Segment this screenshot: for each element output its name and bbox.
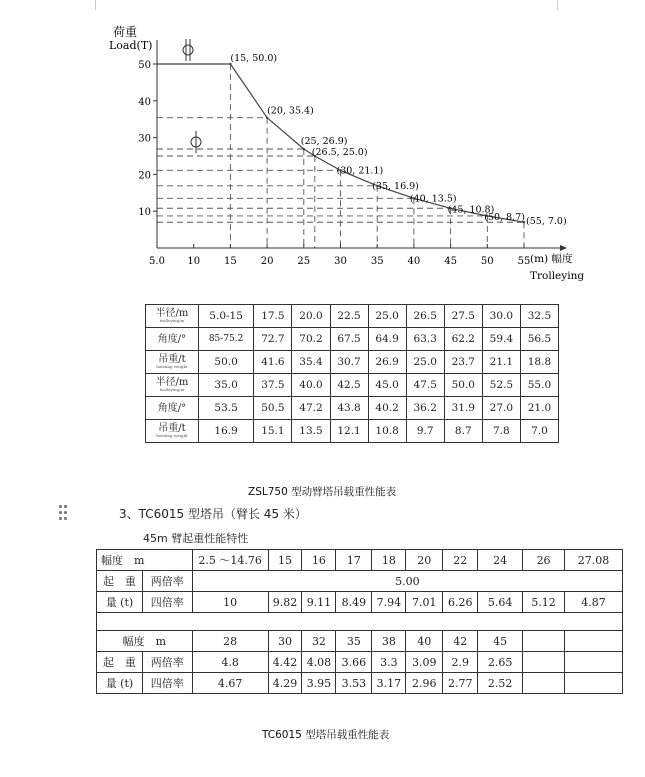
- x-tick-label: 10: [187, 256, 201, 267]
- quad-cell: 3.53: [336, 673, 372, 694]
- x-tick-label: 15: [224, 256, 237, 267]
- table-cell: 35.0: [198, 374, 253, 397]
- section-subheading: 45m 臂起重性能特性: [143, 532, 249, 545]
- table-cell: 45.0: [368, 374, 406, 397]
- table-row: [146, 374, 559, 397]
- point-label: (20, 35.4): [267, 105, 314, 117]
- table-cell: 15.1: [254, 420, 292, 443]
- quad-rate-label: 四倍率: [142, 592, 192, 613]
- table-cell: 32.5: [520, 305, 558, 328]
- x-tick-label: 20: [260, 256, 274, 267]
- quad-cell: 3.95: [302, 673, 336, 694]
- table-cell: 40.2: [368, 397, 406, 420]
- x-tick-label: 30: [334, 256, 347, 267]
- zsl750-load-table: [145, 304, 559, 443]
- zsl750-table-caption: ZSL750 型动臂塔吊载重性能表: [248, 486, 397, 498]
- double-cell: 2.65: [478, 652, 523, 673]
- row-header-label: 半径/m: [155, 377, 189, 388]
- double-rate-row-2: [97, 652, 623, 673]
- table-cell: 5.0-15: [198, 305, 253, 328]
- double-cell: 4.42: [268, 652, 302, 673]
- point-label: (26.5, 25.0): [311, 147, 368, 158]
- table-cell: 13.5: [292, 420, 330, 443]
- range-cell: 16: [302, 550, 336, 571]
- x-tick-label: 25: [297, 256, 311, 267]
- range-cell: 45: [478, 631, 523, 652]
- table-cell: 64.9: [368, 328, 406, 351]
- quad-cell: 6.26: [443, 592, 478, 613]
- quad-cell: 9.82: [268, 592, 302, 613]
- table-cell: 17.5: [254, 305, 292, 328]
- table-cell: 47.2: [292, 397, 330, 420]
- table-cell: 50.5: [254, 397, 292, 420]
- quad-cell: 5.12: [523, 592, 565, 613]
- range-cell: 20: [406, 550, 443, 571]
- table-cell: 23.7: [444, 351, 482, 374]
- range-cell: 26: [523, 550, 565, 571]
- y-tick-label: 50: [138, 60, 151, 71]
- quad-rate-row-2: [97, 673, 623, 694]
- table-row: [146, 328, 559, 351]
- row-header: [146, 374, 199, 397]
- table-cell: 53.5: [198, 397, 253, 420]
- quad-cell: 10: [192, 592, 268, 613]
- row-header-label: 角度/°: [157, 333, 187, 345]
- table-cell: 52.5: [482, 374, 520, 397]
- lift-label-bottom: 量 (t): [97, 673, 143, 694]
- range-cell: 42: [443, 631, 478, 652]
- table-cell: 41.6: [254, 351, 292, 374]
- row-header-label: 吊重/t: [158, 354, 186, 365]
- table-cell: 16.9: [198, 420, 253, 443]
- double-cell: 3.66: [336, 652, 372, 673]
- table-cell: 36.2: [406, 397, 444, 420]
- range-cell: 18: [372, 550, 406, 571]
- table-cell: 62.2: [444, 328, 482, 351]
- row-header-sublabel: hoisting weight: [156, 433, 188, 438]
- empty-cell: [565, 673, 623, 694]
- point-label: (25, 26.9): [300, 136, 348, 148]
- single-hook-icon: [191, 131, 201, 153]
- tc6015-table-caption: TC6015 型塔吊载重性能表: [262, 729, 390, 741]
- range-label: 幅度 m: [97, 550, 193, 571]
- range-cell: 38: [372, 631, 406, 652]
- row-header-sublabel: trolleying/m: [159, 387, 185, 392]
- quad-cell: 3.17: [372, 673, 406, 694]
- table-cell: 40.0: [292, 374, 330, 397]
- table-cell: 85-75.2: [198, 328, 253, 351]
- empty-cell: [565, 631, 623, 652]
- x-axis-label-en: Trolleying: [530, 270, 585, 282]
- y-tick-label: 20: [138, 170, 151, 182]
- quad-rate-label: 四倍率: [142, 673, 192, 694]
- table-cell: 59.4: [482, 328, 520, 351]
- range-cell: 17: [336, 550, 372, 571]
- double-hook-icon: [183, 39, 193, 61]
- quad-cell: 2.77: [443, 673, 478, 694]
- table-cell: 30.0: [482, 305, 520, 328]
- range-cell: 24: [478, 550, 523, 571]
- quad-cell: 9.11: [302, 592, 336, 613]
- empty-cell: [523, 631, 565, 652]
- lift-label-top: 起 重: [97, 571, 143, 592]
- table-cell: 9.7: [406, 420, 444, 443]
- range-cell: 40: [406, 631, 443, 652]
- double-cell: 4.8: [192, 652, 268, 673]
- x-tick-label: 5.0: [149, 256, 165, 267]
- double-cell: 4.08: [302, 652, 336, 673]
- curve-point: [266, 117, 268, 119]
- table-cell: 27.5: [444, 305, 482, 328]
- point-label: (15, 50.0): [230, 53, 278, 64]
- quad-cell: 8.49: [336, 592, 372, 613]
- point-label: (35, 16.9): [372, 180, 419, 192]
- row-header-sublabel: hoisting weight: [156, 364, 188, 369]
- table-row: [146, 351, 559, 374]
- table-row: [146, 397, 559, 420]
- table-cell: 7.8: [482, 420, 520, 443]
- range-label-2: 幅度 m: [97, 631, 193, 652]
- quad-cell: 7.94: [372, 592, 406, 613]
- range-cell: 28: [192, 631, 268, 652]
- curve-point: [303, 148, 305, 150]
- y-tick-label: 30: [138, 133, 151, 145]
- range-row-2: [97, 631, 623, 652]
- table-cell: 35.4: [292, 351, 330, 374]
- empty-cell: [523, 673, 565, 694]
- x-tick-label: 45: [444, 256, 457, 267]
- table-cell: 63.3: [406, 328, 444, 351]
- point-label: (40, 13.5): [409, 193, 457, 205]
- row-header-label: 半径/m: [155, 308, 189, 319]
- table-cell: 8.7: [444, 420, 482, 443]
- quad-cell: 7.01: [406, 592, 443, 613]
- table-cell: 30.7: [330, 351, 368, 374]
- quad-cell: 4.87: [565, 592, 623, 613]
- table-cell: 22.5: [330, 305, 368, 328]
- lift-label-bottom: 量 (t): [97, 592, 143, 613]
- table-cell: 70.2: [292, 328, 330, 351]
- table-cell: 55.0: [520, 374, 558, 397]
- table-cell: 10.8: [368, 420, 406, 443]
- table-cell: 18.8: [520, 351, 558, 374]
- x-axis-label-cn: (m) 幅度: [530, 253, 573, 265]
- double-cell: 2.9: [443, 652, 478, 673]
- table-cell: 27.0: [482, 397, 520, 420]
- table-cell: 26.5: [406, 305, 444, 328]
- quad-cell: 4.67: [192, 673, 268, 694]
- table-cell: 37.5: [254, 374, 292, 397]
- point-label: (50, 8.7): [484, 211, 525, 223]
- table-cell: 42.5: [330, 374, 368, 397]
- table-cell: 72.7: [254, 328, 292, 351]
- double-cell: 3.09: [406, 652, 443, 673]
- row-header-sublabel: trolleying/m: [159, 318, 185, 323]
- tc6015-load-table: [96, 549, 623, 694]
- table-cell: 7.0: [520, 420, 558, 443]
- quad-cell: 4.29: [268, 673, 302, 694]
- double-rate-label: 两倍率: [142, 571, 192, 592]
- section-heading: 3、TC6015 型塔吊（臂长 45 米）: [119, 507, 307, 521]
- table-cell: 43.8: [330, 397, 368, 420]
- row-header: [146, 328, 199, 351]
- chart-point-labels: [230, 53, 566, 227]
- double-rate-label: 两倍率: [142, 652, 192, 673]
- drag-handle-icon[interactable]: [59, 505, 69, 521]
- y-axis-label-en: Load(T): [109, 39, 153, 52]
- table-cell: 47.5: [406, 374, 444, 397]
- range-cell: 30: [268, 631, 302, 652]
- range-cell: 35: [336, 631, 372, 652]
- x-tick-label: 35: [370, 256, 384, 267]
- row-header-label: 角度/°: [157, 402, 187, 414]
- row-header: [146, 305, 199, 328]
- table-cell: 21.1: [482, 351, 520, 374]
- range-cell: 2.5 ～14.76: [192, 550, 268, 571]
- x-tick-label: 50: [480, 256, 494, 267]
- lift-label-top: 起 重: [97, 652, 143, 673]
- empty-cell: [565, 652, 623, 673]
- quad-cell: 2.96: [406, 673, 443, 694]
- table-cell: 20.0: [292, 305, 330, 328]
- table-cell: 67.5: [330, 328, 368, 351]
- blank-row: [97, 613, 623, 631]
- table-cell: 12.1: [330, 420, 368, 443]
- table-row: [146, 420, 559, 443]
- range-row: [97, 550, 623, 571]
- y-tick-label: 10: [138, 207, 151, 219]
- table-cell: 25.0: [368, 305, 406, 328]
- quad-rate-row: [97, 592, 623, 613]
- x-tick-label: 55: [517, 256, 531, 267]
- range-cell: 22: [443, 550, 478, 571]
- range-cell: 27.08: [565, 550, 623, 571]
- y-tick-label: 40: [138, 96, 151, 108]
- double-rate-value: 5.00: [192, 571, 622, 592]
- blank-cell: [97, 613, 623, 631]
- x-axis-arrow-icon: [560, 245, 567, 251]
- load-curve-chart: [0, 0, 645, 300]
- point-label: (55, 7.0): [526, 216, 567, 228]
- table-cell: 50.0: [198, 351, 253, 374]
- table-cell: 26.9: [368, 351, 406, 374]
- table-cell: 56.5: [520, 328, 558, 351]
- row-header: [146, 351, 199, 374]
- point-label: (45, 10.8): [447, 204, 495, 216]
- row-header: [146, 420, 199, 443]
- table-row: [146, 305, 559, 328]
- row-header-label: 吊重/t: [158, 423, 186, 434]
- table-cell: 21.0: [520, 397, 558, 420]
- table-cell: 25.0: [406, 351, 444, 374]
- double-rate-row: [97, 571, 623, 592]
- row-header: [146, 397, 199, 420]
- table-cell: 50.0: [444, 374, 482, 397]
- point-label: (30, 21.1): [336, 165, 384, 177]
- empty-cell: [523, 652, 565, 673]
- range-cell: 15: [268, 550, 302, 571]
- y-axis-label-cn: 荷重: [113, 25, 138, 39]
- x-tick-label: 40: [407, 256, 421, 267]
- quad-cell: 5.64: [478, 592, 523, 613]
- hook-icons: [183, 39, 201, 153]
- quad-cell: 2.52: [478, 673, 523, 694]
- range-cell: 32: [302, 631, 336, 652]
- table-cell: 31.9: [444, 397, 482, 420]
- double-cell: 3.3: [372, 652, 406, 673]
